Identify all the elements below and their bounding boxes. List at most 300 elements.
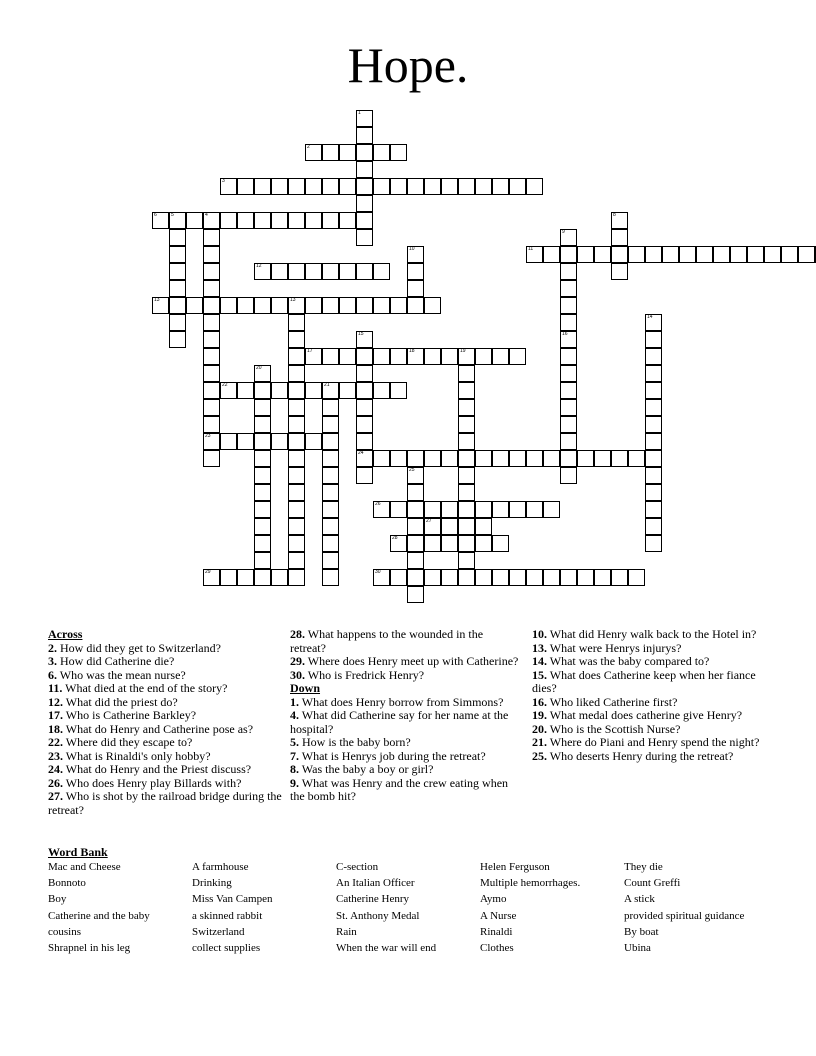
grid-cell[interactable] <box>560 467 577 484</box>
grid-cell[interactable] <box>645 365 662 382</box>
grid-cell[interactable] <box>254 399 271 416</box>
grid-cell[interactable] <box>492 178 509 195</box>
grid-cell[interactable] <box>509 348 526 365</box>
grid-cell[interactable] <box>492 348 509 365</box>
clue-text: Who is Fredrick Henry? <box>305 667 425 682</box>
clue-item <box>532 723 762 737</box>
grid-cell[interactable] <box>237 178 254 195</box>
clue-number-label: 11 <box>528 246 534 252</box>
grid-cell[interactable] <box>645 399 662 416</box>
grid-cell[interactable] <box>560 314 577 331</box>
grid-cell[interactable] <box>322 297 339 314</box>
grid-cell[interactable] <box>645 331 662 348</box>
grid-cell[interactable] <box>203 365 220 382</box>
grid-cell[interactable] <box>373 348 390 365</box>
grid-cell[interactable] <box>458 569 475 586</box>
grid-cell[interactable] <box>611 450 628 467</box>
grid-cell[interactable] <box>203 280 220 297</box>
grid-cell[interactable] <box>611 263 628 280</box>
grid-cell[interactable] <box>339 212 356 229</box>
grid-cell[interactable] <box>254 178 271 195</box>
grid-cell[interactable] <box>645 501 662 518</box>
grid-cell[interactable] <box>458 467 475 484</box>
grid-cell[interactable] <box>356 195 373 212</box>
grid-cell[interactable] <box>509 178 526 195</box>
word-bank-entry: cousins <box>48 925 81 938</box>
grid-cell[interactable] <box>560 450 577 467</box>
grid-cell[interactable] <box>509 569 526 586</box>
word-bank-entry: Rinaldi <box>480 925 513 938</box>
grid-cell[interactable] <box>203 399 220 416</box>
grid-cell[interactable] <box>543 246 560 263</box>
word-bank-entry: Rain <box>336 925 357 938</box>
clue-number: 23. <box>48 748 63 763</box>
grid-cell[interactable] <box>628 450 645 467</box>
grid-cell[interactable] <box>509 501 526 518</box>
grid-cell[interactable] <box>322 263 339 280</box>
grid-cell[interactable] <box>390 450 407 467</box>
grid-cell[interactable] <box>237 382 254 399</box>
grid-cell[interactable] <box>271 212 288 229</box>
grid-cell[interactable] <box>645 433 662 450</box>
grid-cell[interactable] <box>458 433 475 450</box>
clue-number-label: 27 <box>426 518 432 524</box>
grid-cell[interactable] <box>169 331 186 348</box>
clue-text: Where did they escape to? <box>63 735 193 749</box>
grid-cell[interactable] <box>254 433 271 450</box>
grid-cell[interactable] <box>560 246 577 263</box>
grid-cell[interactable] <box>356 144 373 161</box>
clue-item <box>48 642 283 656</box>
grid-cell[interactable] <box>713 246 730 263</box>
grid-cell[interactable] <box>271 297 288 314</box>
grid-cell[interactable] <box>458 484 475 501</box>
grid-cell[interactable] <box>424 569 441 586</box>
clue-number: 13. <box>532 640 547 655</box>
grid-cell[interactable] <box>203 450 220 467</box>
grid-cell[interactable] <box>305 382 322 399</box>
grid-cell[interactable] <box>492 450 509 467</box>
grid-cell[interactable] <box>203 314 220 331</box>
grid-cell[interactable] <box>441 518 458 535</box>
word-bank-entry: Miss Van Campen <box>192 893 273 906</box>
grid-cell[interactable] <box>356 229 373 246</box>
grid-cell[interactable] <box>645 382 662 399</box>
grid-cell[interactable] <box>764 246 781 263</box>
grid-cell[interactable] <box>577 450 594 467</box>
grid-cell[interactable] <box>356 348 373 365</box>
grid-cell[interactable] <box>254 467 271 484</box>
grid-cell[interactable] <box>407 518 424 535</box>
grid-cell[interactable] <box>288 433 305 450</box>
grid-cell[interactable] <box>560 365 577 382</box>
grid-cell[interactable] <box>390 144 407 161</box>
grid-cell[interactable] <box>288 399 305 416</box>
grid-cell[interactable] <box>288 467 305 484</box>
grid-cell[interactable] <box>543 450 560 467</box>
grid-cell[interactable] <box>169 314 186 331</box>
grid-cell[interactable] <box>203 229 220 246</box>
grid-cell[interactable] <box>237 212 254 229</box>
grid-cell[interactable] <box>492 501 509 518</box>
grid-cell[interactable] <box>322 501 339 518</box>
grid-cell[interactable] <box>288 416 305 433</box>
grid-cell[interactable] <box>475 501 492 518</box>
grid-cell[interactable] <box>475 535 492 552</box>
clue-number: 7. <box>290 748 299 763</box>
grid-cell[interactable] <box>458 518 475 535</box>
grid-cell[interactable] <box>441 450 458 467</box>
grid-cell[interactable] <box>424 535 441 552</box>
grid-cell[interactable] <box>679 246 696 263</box>
word-bank-entry: Count Greffi <box>624 877 681 890</box>
grid-cell[interactable] <box>356 263 373 280</box>
grid-cell[interactable] <box>373 144 390 161</box>
grid-cell[interactable] <box>543 569 560 586</box>
across-heading: Across <box>48 627 83 641</box>
grid-cell[interactable] <box>441 535 458 552</box>
grid-cell[interactable] <box>424 348 441 365</box>
grid-cell[interactable] <box>288 518 305 535</box>
grid-cell[interactable] <box>254 450 271 467</box>
grid-cell[interactable] <box>526 569 543 586</box>
grid-cell[interactable] <box>645 467 662 484</box>
grid-cell[interactable] <box>645 518 662 535</box>
grid-cell[interactable] <box>560 399 577 416</box>
grid-cell[interactable] <box>203 331 220 348</box>
grid-cell[interactable] <box>356 382 373 399</box>
grid-cell[interactable] <box>645 416 662 433</box>
grid-cell[interactable] <box>254 416 271 433</box>
clue-column-2 <box>290 628 520 804</box>
grid-cell[interactable] <box>628 569 645 586</box>
clue-number: 10. <box>532 627 547 641</box>
grid-cell[interactable] <box>288 569 305 586</box>
grid-cell[interactable] <box>203 263 220 280</box>
grid-cell[interactable] <box>560 416 577 433</box>
grid-cell[interactable] <box>288 450 305 467</box>
grid-cell[interactable] <box>288 314 305 331</box>
grid-cell[interactable] <box>407 586 424 603</box>
grid-cell[interactable] <box>373 382 390 399</box>
grid-cell[interactable] <box>390 297 407 314</box>
grid-cell[interactable] <box>220 433 237 450</box>
grid-cell[interactable] <box>288 501 305 518</box>
grid-cell[interactable] <box>254 518 271 535</box>
grid-cell[interactable] <box>458 450 475 467</box>
grid-cell[interactable] <box>288 535 305 552</box>
grid-cell[interactable] <box>288 484 305 501</box>
clue-number: 25. <box>532 748 547 763</box>
grid-cell[interactable] <box>458 382 475 399</box>
grid-cell[interactable] <box>730 246 747 263</box>
grid-cell[interactable] <box>407 535 424 552</box>
grid-cell[interactable] <box>645 484 662 501</box>
grid-cell[interactable] <box>203 348 220 365</box>
grid-cell[interactable] <box>611 246 628 263</box>
grid-cell[interactable] <box>186 212 203 229</box>
grid-cell[interactable] <box>322 569 339 586</box>
grid-cell[interactable] <box>594 246 611 263</box>
grid-cell[interactable] <box>305 297 322 314</box>
clue-number-label: 24 <box>358 450 364 456</box>
grid-cell[interactable] <box>288 552 305 569</box>
grid-cell[interactable] <box>560 297 577 314</box>
grid-cell[interactable] <box>322 484 339 501</box>
grid-cell[interactable] <box>373 450 390 467</box>
grid-cell[interactable] <box>271 433 288 450</box>
grid-cell[interactable] <box>407 569 424 586</box>
grid-cell[interactable] <box>339 178 356 195</box>
grid-cell[interactable] <box>169 297 186 314</box>
grid-cell[interactable] <box>373 178 390 195</box>
clue-number: 28. <box>290 627 305 641</box>
grid-cell[interactable] <box>288 382 305 399</box>
grid-cell[interactable] <box>356 433 373 450</box>
grid-cell[interactable] <box>645 535 662 552</box>
grid-cell[interactable] <box>271 569 288 586</box>
grid-cell[interactable] <box>475 450 492 467</box>
clue-item <box>532 669 762 696</box>
grid-cell[interactable] <box>662 246 679 263</box>
clue-item <box>532 736 762 750</box>
word-bank-entry: They die <box>624 861 663 873</box>
grid-cell[interactable] <box>560 263 577 280</box>
clue-text: What died at the end of the story? <box>62 681 228 695</box>
grid-cell[interactable] <box>611 569 628 586</box>
grid-cell[interactable] <box>475 569 492 586</box>
grid-cell[interactable] <box>526 178 543 195</box>
clue-number-label: 22 <box>222 382 228 388</box>
grid-cell[interactable] <box>407 280 424 297</box>
grid-cell[interactable] <box>390 569 407 586</box>
grid-cell[interactable] <box>322 450 339 467</box>
grid-cell[interactable] <box>254 382 271 399</box>
grid-cell[interactable] <box>407 484 424 501</box>
grid-cell[interactable] <box>424 178 441 195</box>
clue-item <box>48 750 283 764</box>
grid-cell[interactable] <box>441 178 458 195</box>
clue-text: What did the priest do? <box>63 694 178 709</box>
grid-cell[interactable] <box>305 433 322 450</box>
grid-cell[interactable] <box>645 246 662 263</box>
grid-cell[interactable] <box>458 365 475 382</box>
grid-cell[interactable] <box>458 501 475 518</box>
grid-cell[interactable] <box>254 552 271 569</box>
word-bank-entry: collect supplies <box>192 942 261 954</box>
clue-number: 20. <box>532 721 547 736</box>
clue-item <box>48 655 283 669</box>
grid-cell[interactable] <box>339 382 356 399</box>
grid-cell[interactable] <box>220 212 237 229</box>
grid-cell[interactable] <box>356 297 373 314</box>
grid-cell[interactable] <box>339 297 356 314</box>
grid-cell[interactable] <box>339 263 356 280</box>
grid-cell[interactable] <box>203 382 220 399</box>
grid-cell[interactable] <box>424 501 441 518</box>
grid-cell[interactable] <box>271 382 288 399</box>
grid-cell[interactable] <box>237 569 254 586</box>
clue-text: What did Catherine say for her name at the hospital? <box>290 708 509 736</box>
grid-cell[interactable] <box>254 484 271 501</box>
grid-cell[interactable] <box>560 382 577 399</box>
grid-cell[interactable] <box>492 535 509 552</box>
grid-cell[interactable] <box>560 348 577 365</box>
grid-cell[interactable] <box>594 569 611 586</box>
grid-cell[interactable] <box>169 263 186 280</box>
grid-cell[interactable] <box>356 127 373 144</box>
word-bank-entry: Bonnoto <box>48 877 86 890</box>
grid-cell[interactable] <box>424 450 441 467</box>
grid-cell[interactable] <box>203 246 220 263</box>
grid-cell[interactable] <box>254 212 271 229</box>
grid-cell[interactable] <box>390 348 407 365</box>
grid-cell[interactable] <box>322 535 339 552</box>
clue-item <box>290 669 520 683</box>
grid-cell[interactable] <box>271 263 288 280</box>
clue-number-label: 10 <box>409 246 415 252</box>
grid-cell[interactable] <box>322 433 339 450</box>
grid-cell[interactable] <box>747 246 764 263</box>
grid-cell[interactable] <box>288 178 305 195</box>
grid-cell[interactable] <box>407 178 424 195</box>
grid-cell[interactable] <box>339 348 356 365</box>
grid-cell[interactable] <box>407 263 424 280</box>
grid-cell[interactable] <box>288 263 305 280</box>
grid-cell[interactable] <box>322 212 339 229</box>
grid-cell[interactable] <box>407 450 424 467</box>
grid-cell[interactable] <box>475 348 492 365</box>
grid-cell[interactable] <box>288 212 305 229</box>
word-bank-entry: When the war will end <box>336 942 437 954</box>
grid-cell[interactable] <box>356 467 373 484</box>
grid-cell[interactable] <box>390 178 407 195</box>
grid-cell[interactable] <box>322 348 339 365</box>
grid-cell[interactable] <box>424 297 441 314</box>
word-bank-entry: Boy <box>48 893 67 906</box>
grid-cell[interactable] <box>475 518 492 535</box>
grid-cell[interactable] <box>288 348 305 365</box>
clue-text: Who does Henry play Billards with? <box>63 775 242 790</box>
grid-cell[interactable] <box>407 552 424 569</box>
grid-cell[interactable] <box>169 280 186 297</box>
clue-number-label: 28 <box>392 535 398 541</box>
grid-cell[interactable] <box>169 246 186 263</box>
grid-cell[interactable] <box>356 365 373 382</box>
clue-number: 22. <box>48 735 63 749</box>
word-bank-entry: An Italian Officer <box>336 877 415 890</box>
grid-cell[interactable] <box>458 535 475 552</box>
grid-cell[interactable] <box>305 212 322 229</box>
grid-cell[interactable] <box>645 450 662 467</box>
grid-cell[interactable] <box>254 297 271 314</box>
grid-cell[interactable] <box>254 569 271 586</box>
clue-number: 9. <box>290 775 299 790</box>
grid-cell[interactable] <box>322 416 339 433</box>
grid-cell[interactable] <box>220 297 237 314</box>
grid-cell[interactable] <box>458 552 475 569</box>
grid-cell[interactable] <box>220 569 237 586</box>
grid-cell[interactable] <box>237 297 254 314</box>
grid-cell[interactable] <box>407 297 424 314</box>
grid-cell[interactable] <box>543 501 560 518</box>
grid-cell[interactable] <box>390 382 407 399</box>
clue-item <box>48 736 283 750</box>
grid-cell[interactable] <box>322 144 339 161</box>
grid-cell[interactable] <box>186 297 203 314</box>
grid-cell[interactable] <box>237 433 254 450</box>
clue-number: 30. <box>290 667 305 682</box>
grid-cell[interactable] <box>645 348 662 365</box>
grid-cell[interactable] <box>254 535 271 552</box>
grid-cell[interactable] <box>781 246 798 263</box>
grid-cell[interactable] <box>560 433 577 450</box>
grid-cell[interactable] <box>407 501 424 518</box>
grid-cell[interactable] <box>458 416 475 433</box>
grid-cell[interactable] <box>577 569 594 586</box>
grid-cell[interactable] <box>322 467 339 484</box>
grid-cell[interactable] <box>356 416 373 433</box>
grid-cell[interactable] <box>611 229 628 246</box>
grid-cell[interactable] <box>475 178 492 195</box>
grid-cell[interactable] <box>356 161 373 178</box>
grid-cell[interactable] <box>526 450 543 467</box>
grid-cell[interactable] <box>169 229 186 246</box>
clue-number: 12. <box>48 694 63 709</box>
grid-cell[interactable] <box>458 178 475 195</box>
grid-cell[interactable] <box>577 246 594 263</box>
grid-cell[interactable] <box>492 569 509 586</box>
grid-cell[interactable] <box>356 399 373 416</box>
grid-cell[interactable] <box>458 399 475 416</box>
grid-cell[interactable] <box>628 246 645 263</box>
grid-cell[interactable] <box>509 450 526 467</box>
grid-cell[interactable] <box>441 348 458 365</box>
grid-cell[interactable] <box>696 246 713 263</box>
clue-item <box>532 750 762 764</box>
grid-cell[interactable] <box>322 178 339 195</box>
grid-cell[interactable] <box>441 501 458 518</box>
clue-text: Was the baby a boy or girl? <box>299 762 434 776</box>
grid-cell[interactable] <box>798 246 815 263</box>
grid-cell[interactable] <box>271 178 288 195</box>
grid-cell[interactable] <box>390 501 407 518</box>
grid-cell[interactable] <box>305 263 322 280</box>
clue-item <box>532 655 762 669</box>
grid-cell[interactable] <box>203 416 220 433</box>
grid-cell[interactable] <box>339 144 356 161</box>
grid-cell[interactable] <box>373 263 390 280</box>
grid-cell[interactable] <box>526 501 543 518</box>
grid-cell[interactable] <box>322 518 339 535</box>
grid-cell[interactable] <box>356 212 373 229</box>
grid-cell[interactable] <box>288 365 305 382</box>
grid-cell[interactable] <box>441 569 458 586</box>
grid-cell[interactable] <box>560 280 577 297</box>
clue-number-label: 29 <box>205 569 211 575</box>
grid-cell[interactable] <box>322 552 339 569</box>
grid-cell[interactable] <box>560 569 577 586</box>
grid-cell[interactable] <box>373 297 390 314</box>
grid-cell[interactable] <box>356 178 373 195</box>
grid-cell[interactable] <box>594 450 611 467</box>
grid-cell[interactable] <box>305 178 322 195</box>
grid-cell[interactable] <box>254 501 271 518</box>
grid-cell[interactable] <box>322 399 339 416</box>
grid-cell[interactable] <box>288 331 305 348</box>
puzzle-title: Hope. <box>347 37 469 93</box>
grid-cell[interactable] <box>203 297 220 314</box>
